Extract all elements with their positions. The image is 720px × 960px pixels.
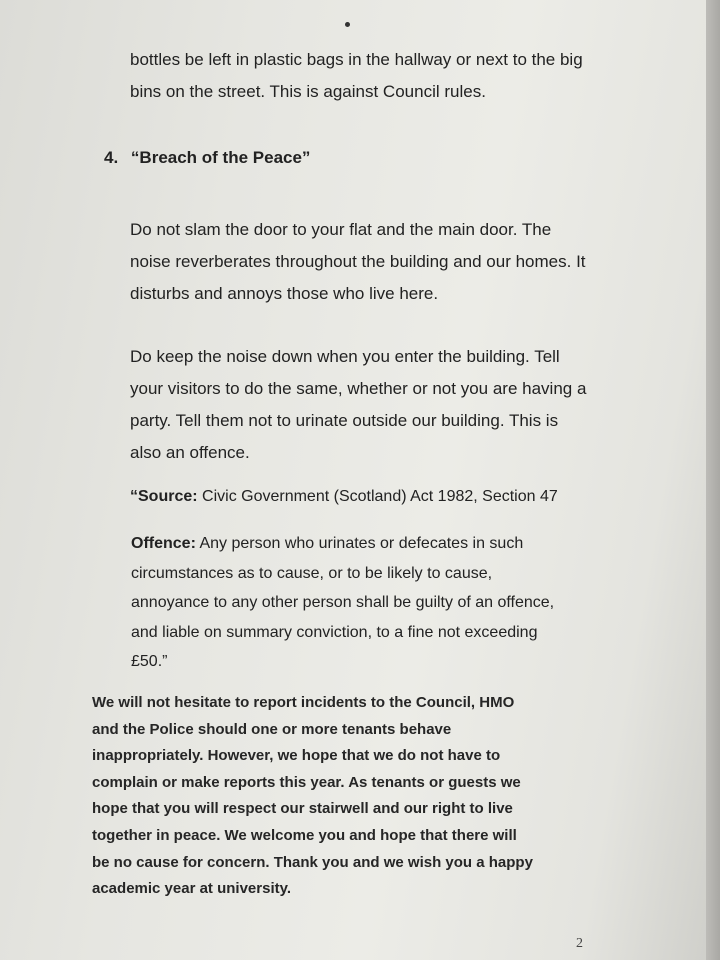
offence-line: annoyance to any other person shall be guilty of an offence, [131,594,555,611]
section-number: 4. [104,148,119,167]
closing-line: hope that you will respect our stairwell and our right to live [92,800,513,818]
offence-label: Offence: [131,535,196,552]
source-text: Civic Government (Scotland) Act 1982, Section 47 [197,488,558,505]
offence-line: £50.” [131,653,168,670]
source-label: “Source: [130,488,198,505]
hole-punch-mark [345,22,350,27]
offence-line: circumstances as to cause, or to be likely to cause, [131,564,493,582]
offence-paragraph [131,529,554,677]
closing-line: together in peace. We welcome you and hope that there will [92,826,517,844]
closing-line: be no cause for concern. Thank you and we wish you a happy [92,853,533,871]
paragraph-line: also an offence. [130,443,250,462]
intro-line: bottles be left in plastic bags in the hallway or next to the big [130,50,583,69]
paragraph-line: disturbs and annoys those who live here. [130,284,439,303]
closing-line: We will not hesitate to report incidents to the Council, HMO [92,694,515,711]
offence-first-line: Any person who urinates or defecates in such [195,535,524,552]
page-number: 2 [576,936,583,951]
intro-line: bins on the street. This is against Council rules. [130,82,486,101]
paragraph-line: Do not slam the door to your flat and the main door. The [130,220,552,239]
paragraph-door [130,214,586,310]
paragraph-line: party. Tell them not to urinate outside our building. This is [130,411,559,430]
paragraph-noise [130,341,586,469]
source-line [130,481,558,513]
paragraph-line: Do keep the noise down when you enter the building. Tell [130,347,560,366]
section-title: “Breach of the Peace” [130,148,311,167]
section-heading [104,142,310,174]
intro-paragraph [130,44,583,108]
closing-line: academic year at university. [92,880,291,898]
closing-line: inappropriately. However, we hope that we do not have to [92,747,501,765]
page-edge-shadow [706,0,720,960]
paragraph-line: noise reverberates throughout the building and our homes. It [130,252,586,271]
closing-line: and the Police should one or more tenants behave [92,720,452,738]
offence-line: and liable on summary conviction, to a fine not exceeding [131,623,538,641]
closing-paragraph [92,690,533,903]
closing-line: complain or make reports this year. As tenants or guests we [92,773,521,791]
paragraph-line: your visitors to do the same, whether or not you are having a [130,379,587,398]
